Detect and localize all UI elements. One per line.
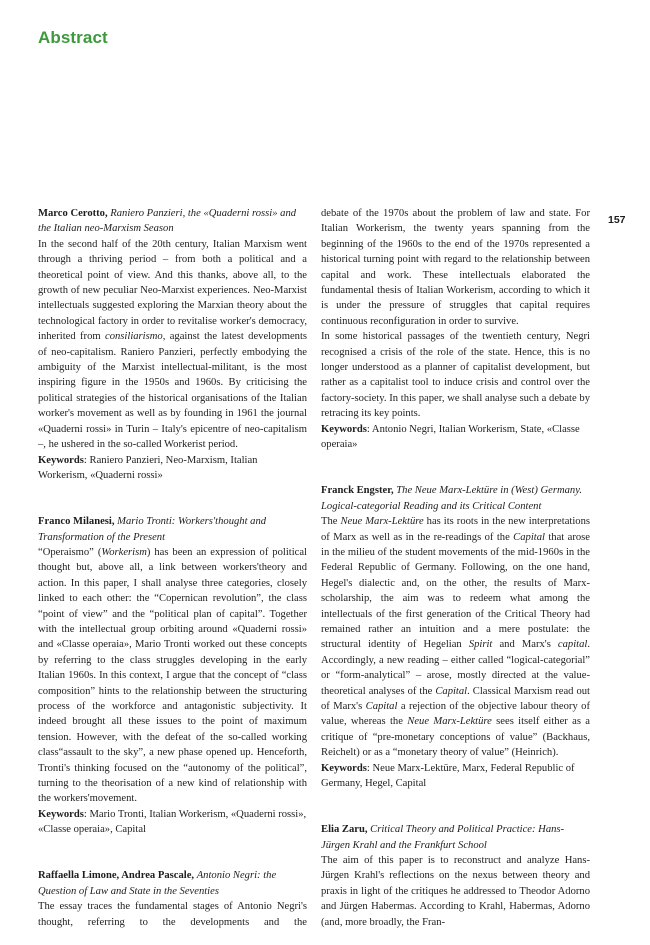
- abstract-text: and Marx's: [492, 639, 558, 651]
- abstract-text: sees itself either as a critique of “pre-monetary conceptions of value” (Backhaus, Reichelt) or as a “monetary theory of value” (Heinrich).: [321, 716, 591, 759]
- abstract-text: The: [321, 516, 341, 528]
- keywords-label: Keywords: [321, 762, 367, 774]
- abstract-text: In the second half of the 20th century, Italian Marxism went through a thriving period – from both a political and a theoretical point of view. And this thanks, above all, to the growth of new peculiar Neo-Marxist experiences. Neo-Marxist intellectuals suggested exploring the Marxian theory about the technological factory in order to revitalise worker's democracy, inherited from: [38, 238, 307, 343]
- entry-abstract: The essay traces the fundamental stages of Antonio Negri's thought, referring to the developments and the: [38, 901, 307, 928]
- entry-heading: [38, 206, 307, 237]
- abstract-entry-limone-pascale-continued: [321, 206, 590, 453]
- entry-author: Raffaella Limone, Andrea Pascale,: [38, 870, 195, 882]
- entry-heading: [38, 868, 307, 899]
- entry-author: Marco Cerotto,: [38, 208, 108, 219]
- keywords-list: : Raniero Panzieri, Neo-Marxism, Italian Workerism, «Quaderni rossi»: [38, 454, 258, 481]
- abstract-italic: Neue Marx-Lektüre: [407, 716, 492, 728]
- entry-keywords: [38, 807, 307, 838]
- abstract-heading: Abstract: [38, 28, 108, 47]
- entry-keywords: [321, 761, 590, 792]
- keywords-label: Keywords: [38, 454, 84, 466]
- entry-keywords: [38, 453, 307, 484]
- entry-keywords: [321, 422, 590, 453]
- abstract-text: a rejection of the objective labour theory of value, whereas the: [321, 700, 590, 728]
- abstract-text: . Accordingly, a new reading – either called “logical-categorial” or “form-analytical” – arose, mostly directed at the value-theoretical analyses of the: [321, 639, 591, 697]
- entry-title: Critical Theory and Political Practice: Hans-Jürgen Krahl and the Frankfurt School: [321, 824, 565, 851]
- abstract-entry-zaru: [321, 822, 590, 930]
- entry-title: Raniero Panzieri, the «Quaderni rossi» and the Italian neo-Marxism Season: [38, 208, 297, 235]
- entry-title: Mario Tronti: Workers'thought and Transformation of the Present: [38, 516, 267, 543]
- abstract-italic: Workerism: [101, 546, 147, 558]
- abstract-italic: Capital: [365, 700, 398, 712]
- keywords-list: : Neue Marx-Lektüre, Marx, Federal Republic of Germany, Hegel, Capital: [321, 762, 575, 790]
- abstract-entry-milanesi: [38, 514, 307, 838]
- entry-heading: [321, 822, 590, 853]
- abstract-entry-cerotto: [38, 206, 307, 483]
- entry-author: Franck Engster,: [321, 485, 394, 497]
- abstract-text: that arose in the milieu of the student movements of the mid-1960s in the Federal Republic of Germany. Following, on the one hand, Hegel's dialectic and, on the other, the results of Marx-scholarship, the aim was to redeem what among the intellectuals of the first generation of the Critical Theory had remained rather an intuition and a mere postulate: the structural identity of Hegelian: [321, 531, 590, 651]
- entry-abstract-continued: debate of the 1970s about the problem of law and state. For Italian Workerism, the twenty years spanning from the beginning of the 1960s to the end of the 1970s represented a historical turning point with regard to the relationship between capital and work. These intellectuals elaborated the fundamental thesis of Italian Workerism, according to which it is under the pressure of struggles that capital requires continuous reconfiguration in order to survive.: [321, 208, 590, 327]
- entry-author: Elia Zaru,: [321, 824, 368, 836]
- keywords-label: Keywords: [321, 423, 367, 435]
- abstract-text: “Operaismo” (: [38, 546, 102, 558]
- keywords-list: : Antonio Negri, Italian Workerism, State, «Classe operaia»: [321, 423, 580, 451]
- entry-title: Antonio Negri: the Question of Law and State in the Seventies: [38, 870, 277, 897]
- entry-heading: [321, 483, 590, 514]
- entry-author: Franco Milanesi,: [38, 516, 115, 528]
- abstract-italic: Neue Marx-Lektüre: [340, 516, 424, 528]
- abstract-entry-limone-pascale: [38, 868, 307, 930]
- abstract-italic: Capital: [435, 685, 468, 697]
- abstract-text: has its roots in the new interpretations of Marx as well as in the re-readings of the: [321, 516, 590, 543]
- abstract-text: . Classical Marxism read out of Marx's: [321, 685, 590, 712]
- abstract-entry-engster: [321, 483, 590, 791]
- abstract-text: ) has been an expression of political thought but, above all, a link between workers'theory and action. In this paper, I shall analyse three categories, closely linked to each other: the “Copernican revolution”, the class “point of view” and the “political plan of capital”. Together with the intellectual group orbiting around «Quaderni rossi» and «Classe operaia», Mario Tronti worked out these concepts by referring to the class struggles developing in the early Italian 1960s. In this context, I argue that the concept of “class composition” hints to the relationship between the structuring process of the workforce and antagonistic subjectivity. It indeed brought all these issues to the point of maximum tension. However, with the defeat of the so-called working class“assault to the sky”, a new phase opened up. Henceforth, Tronti's thinking focused on the “autonomy of the political”, turning to the theorisation of a new kind of relationship with the workers'movement.: [38, 546, 307, 805]
- entry-abstract: [38, 545, 307, 807]
- abstract-text: , against the latest developments of neo-capitalism. Raniero Panzieri, perfectly embodying the ambiguity of the Marxist intellectual-militant, is the most inspiring figure in the 1950s and 1960s. By criticising the political strategies of the historical organisations of the Italian worker's movement as well as by founding in 1961 the journal «Quaderni rossi» in Turin – Italy's epicentre of neo-capitalism –, he ushered in the so-called Workerist period.: [38, 331, 308, 451]
- entry-abstract: The aim of this paper is to reconstruct and analyze Hans-Jürgen Krahl's reflections on the nexus between theory and praxis in light of the critiques he addressed to Theodor Adorno and Jürgen Habermas. According to Krahl, Habermas, Adorno (and, more broadly, the Fran-: [321, 855, 590, 928]
- abstract-italic: consiliarismo: [105, 331, 163, 343]
- abstract-italic: Spirit: [468, 639, 493, 651]
- entry-abstract: [38, 237, 307, 453]
- entry-abstract-paragraph: In some historical passages of the twentieth century, Negri recognised a crisis of the role of the state. Hence, this is no longer understood as a planner of capitalist development, but rather as a capitalist tool to induce crisis and control over the factory-society. In this paper, we shall analyse such a debate by retracing its key points.: [321, 331, 590, 420]
- entry-abstract: [321, 514, 590, 761]
- page-number: 157: [608, 214, 626, 226]
- left-column: [38, 206, 307, 930]
- entry-title: The Neue Marx-Lektüre in (West) Germany. Logical-categorial Reading and its Critical Content: [321, 485, 582, 512]
- abstract-italic: capital: [557, 639, 588, 651]
- keywords-label: Keywords: [38, 808, 84, 820]
- right-column: [321, 206, 590, 930]
- abstract-italic: Capital: [513, 531, 545, 543]
- keywords-list: : Mario Tronti, Italian Workerism, «Quaderni rossi», «Classe operaia», Capital: [38, 808, 307, 836]
- entry-heading: [38, 514, 307, 545]
